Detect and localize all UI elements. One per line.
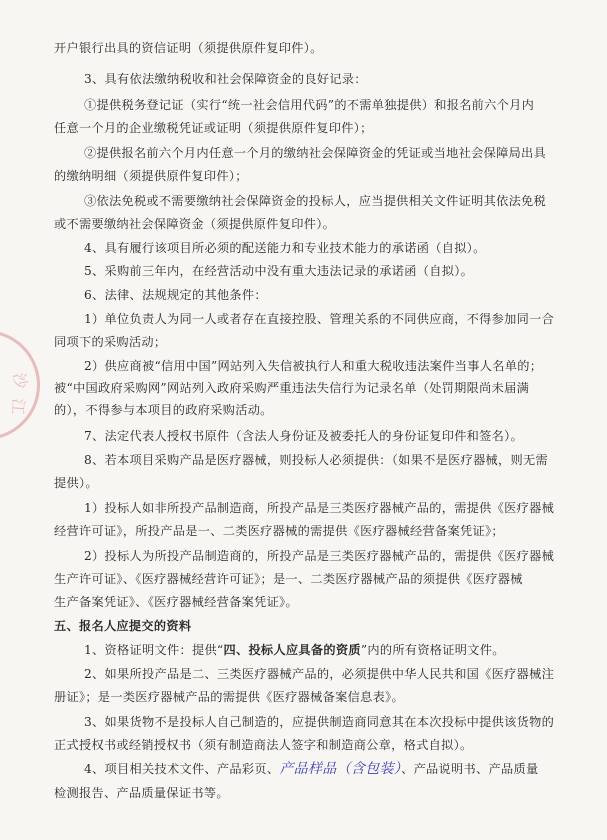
paragraph-line: 2、如果所投产品是二、三类医疗器械产品的，必须提供中华人民共和国《医疗器械注 <box>84 667 555 681</box>
red-seal-stamp <box>0 330 40 440</box>
handwritten-annotation: 产品样品（含包装） <box>279 761 402 777</box>
item-heading-7: 7、法定代表人授权书原件（含法人身份证及被委托人的身份证复印件和签名）。 <box>84 429 524 443</box>
item-heading-8: 8、若本项目采购产品是医疗器械，则投标人必须提供：（如果不是医疗器械，则无需 <box>84 453 548 467</box>
item-heading-6: 6、法律、法规规定的其他条件： <box>84 288 267 302</box>
paragraph-line: 被“中国政府采购网”网站列入政府采购严重违法失信行为记录名单（处罚期限尚未届满 <box>54 381 530 395</box>
paragraph-line: 2）供应商被“信用中国”网站列入失信被执行人和重大税收违法案件当事人名单的； <box>84 359 543 373</box>
text-segment: 1、资格证明文件：提供“ <box>84 643 224 657</box>
paragraph-line: 经营许可证》，所投产品是一、二类医疗器械的需提供《医疗器械经营备案凭证》； <box>54 524 504 538</box>
paragraph-line: 1）单位负责人为同一人或者存在直接控股、管理关系的不同供应商，不得参加同一合 <box>84 312 555 326</box>
seal-char-2: 江 <box>7 397 29 416</box>
text-segment: 、产品说明书、产品质量 <box>401 762 539 776</box>
paragraph-line: 生产备案凭证》、《医疗器械经营备案凭证》。 <box>54 595 298 609</box>
paragraph-line: ①提供税务登记证（实行“统一社会信用代码”的不需单独提供）和报名前六个月内 <box>84 98 535 112</box>
paragraph-line: 同项下的采购活动； <box>54 335 167 349</box>
paragraph-line: 册证》；是一类医疗器械产品的需提供《医疗器械备案信息表》。 <box>54 690 404 704</box>
paragraph-line: 2）投标人为所投产品制造商的，所投产品是三类医疗器械产品的，需提供《医疗器械 <box>84 549 555 563</box>
paragraph-line: 3、如果货物不是投标人自己制造的，应提供制造商同意其在本次投标中提供该货物的 <box>84 715 555 729</box>
paragraph-line <box>84 762 538 777</box>
seal-char-1: 沙 <box>9 371 31 391</box>
section-heading: 五、报名人应提交的资料 <box>54 619 192 633</box>
paragraph-line: 检测报告、产品质量保证书等。 <box>54 786 229 800</box>
paragraph-line: 正式授权书或经销授权书（须有制造商法人签字和制造商公章，格式自拟）。 <box>54 738 473 752</box>
paragraph-line: 任意一个月的企业缴税凭证或证明（须提供原件复印件）； <box>54 121 373 135</box>
paragraph-line: ②提供报名前六个月内任意一个月的缴纳社会保障资金的凭证或当地社会保障局出具 <box>84 146 547 160</box>
text-segment: ”内的所有资格证明文件。 <box>360 643 505 657</box>
item-heading-3: 3、具有依法缴纳税收和社会保障资金的良好记录： <box>84 72 367 86</box>
item-heading-4: 4、具有履行该项目所必须的配送能力和专业技术能力的承诺函（自拟）。 <box>84 241 486 255</box>
paragraph-line: 提供）。 <box>54 476 98 490</box>
paragraph-line <box>84 643 505 658</box>
paragraph-line: 开户银行出具的资信证明（须提供原件复印件）。 <box>54 41 323 55</box>
text-segment: 4、项目相关技术文件、产品彩页、 <box>84 762 280 776</box>
paragraph-line: 的），不得参与本项目的政府采购活动。 <box>54 403 273 417</box>
bold-reference: 四、投标人应具备的资质 <box>223 643 361 657</box>
paragraph-line: 生产许可证》、《医疗器械经营许可证》；是一、二类医疗器械产品的须提供《医疗器械 <box>54 572 523 586</box>
paragraph-line: ③依法免税或不需要缴纳社会保障资金的投标人，应当提供相关文件证明其依法免税 <box>84 194 547 208</box>
item-heading-5: 5、采购前三年内，在经营活动中没有重大违法记录的承诺函（自拟）。 <box>84 264 474 278</box>
paragraph-line: 的缴纳明细（须提供原件复印件）； <box>54 169 248 183</box>
paragraph-line: 1）投标人如非所投产品制造商，所投产品是三类医疗器械产品的，需提供《医疗器械 <box>84 501 555 515</box>
paragraph-line: 或不需要缴纳社会保障资金（须提供原件复印件）。 <box>54 217 336 231</box>
